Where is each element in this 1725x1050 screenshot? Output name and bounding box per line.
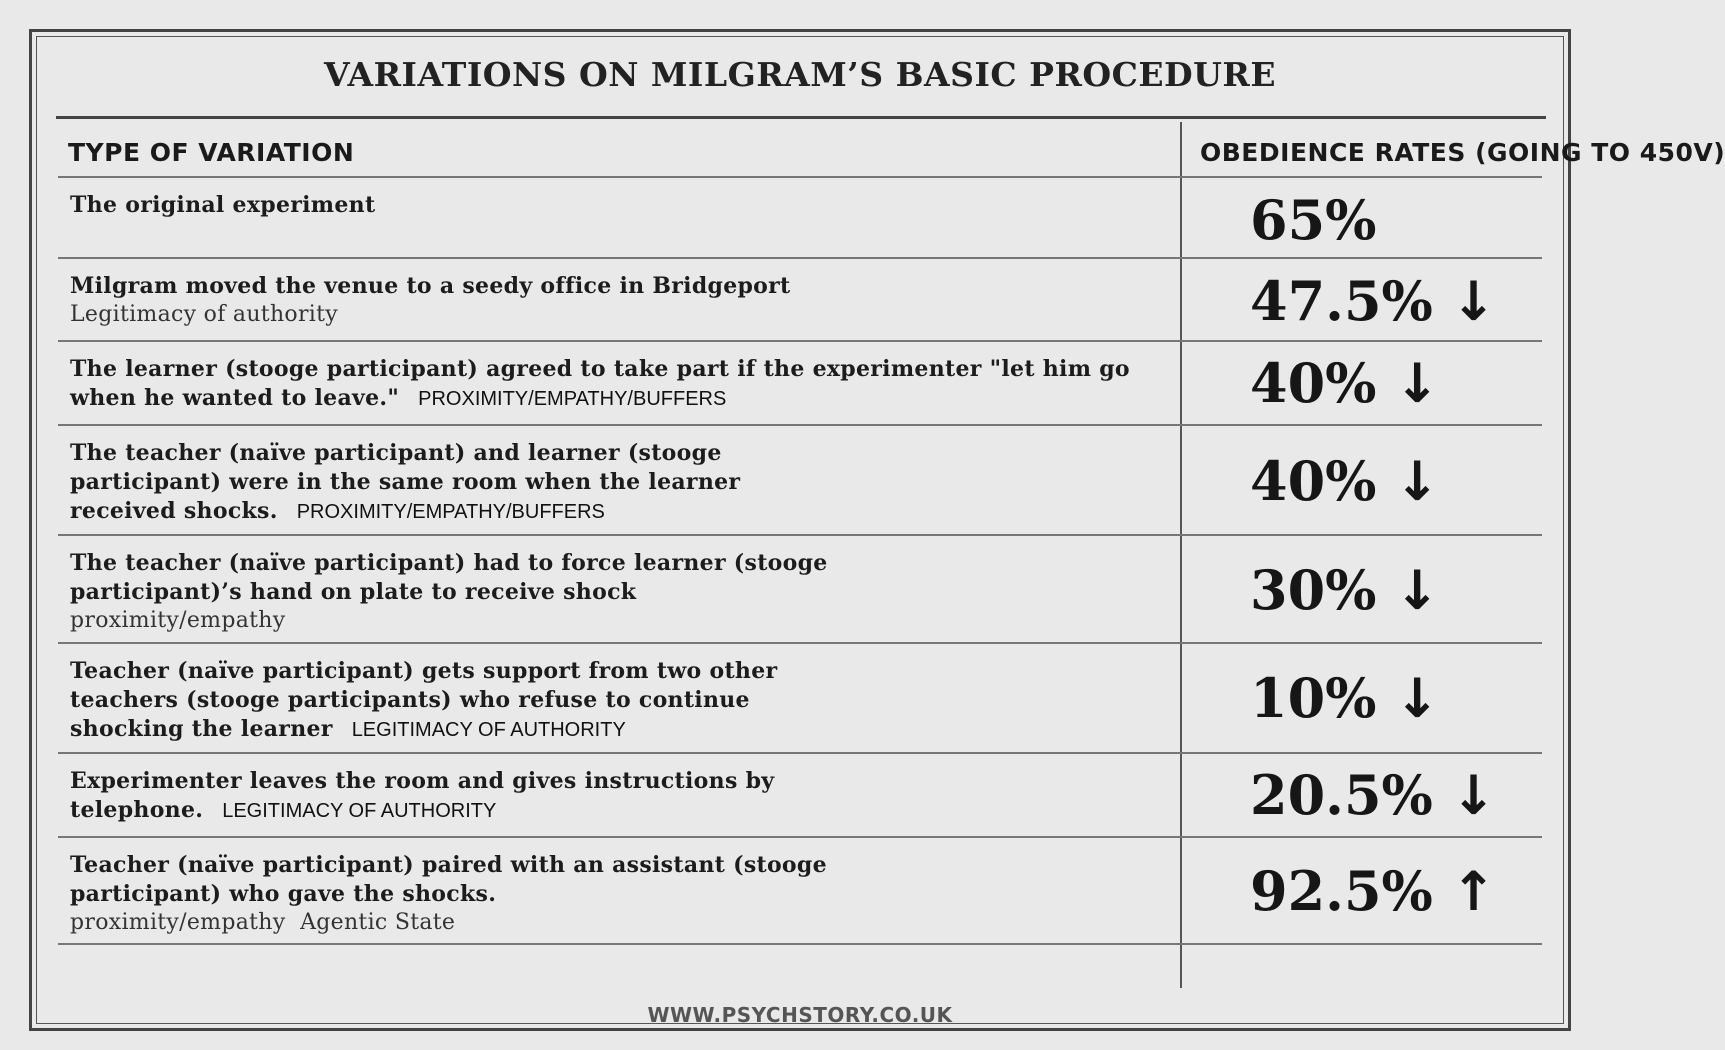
variation-description: The teacher (naïve participant) and learner (stooge participant) were in the same room when the learner received shocks.	[70, 440, 741, 524]
row-rule	[58, 642, 1542, 644]
variation-description: The teacher (naïve participant) had to force learner (stooge participant)’s hand on plate to receive shock	[70, 550, 828, 605]
table-row	[70, 767, 860, 825]
variation-category: LEGITIMACY OF AUTHORITY	[351, 719, 626, 741]
variation-category: proximity/empathy Agentic State	[70, 910, 456, 935]
variation-description: Milgram moved the venue to a seedy office in Bridgeport	[70, 273, 791, 299]
table-row	[70, 549, 830, 635]
variation-description: The learner (stooge participant) agreed to take part if the experimenter "let him go when he wanted to leave."	[70, 356, 1130, 411]
title-rule	[56, 116, 1546, 119]
table-row	[70, 657, 860, 744]
obedience-rate	[1250, 668, 1440, 729]
variation-category: proximity/empathy	[70, 608, 286, 633]
rate-value: 47.5%	[1250, 269, 1433, 333]
row-rule	[58, 257, 1542, 259]
row-rule	[58, 943, 1542, 945]
table-row	[70, 272, 970, 329]
rate-value: 30%	[1250, 558, 1377, 622]
row-rule	[58, 836, 1542, 838]
obedience-rate	[1250, 451, 1440, 512]
header-obedience-rates: OBEDIENCE RATES (GOING TO 450V)	[1200, 138, 1725, 167]
row-rule	[58, 752, 1542, 754]
obedience-rate	[1250, 765, 1496, 826]
obedience-rate	[1250, 353, 1440, 414]
rate-value: 40%	[1250, 449, 1377, 513]
variation-description: Teacher (naïve participant) paired with an assistant (stooge participant) who gave the shocks.	[70, 852, 827, 907]
row-rule	[58, 424, 1542, 426]
table-row	[70, 191, 970, 220]
row-rule	[58, 176, 1542, 178]
table-row	[70, 355, 1160, 413]
rate-value: 20.5%	[1250, 763, 1433, 827]
header-type-of-variation: TYPE OF VARIATION	[68, 138, 355, 167]
variation-category: PROXIMITY/EMPATHY/BUFFERS	[296, 501, 605, 523]
arrow-down-icon: ↓	[1450, 270, 1497, 333]
arrow-down-icon: ↓	[1394, 450, 1440, 513]
arrow-down-icon: ↓	[1394, 667, 1440, 730]
row-rule	[58, 534, 1542, 536]
table-row	[70, 851, 830, 937]
row-rule	[58, 340, 1542, 342]
table-row	[70, 439, 830, 526]
obedience-rate	[1250, 190, 1376, 250]
arrow-down-icon: ↓	[1394, 352, 1440, 415]
footer-website: WWW.PSYCHSTORY.CO.UK	[647, 1003, 953, 1027]
variation-category: Legitimacy of authority	[70, 302, 338, 327]
variation-description: Experimenter leaves the room and gives instructions by telephone.	[70, 768, 775, 823]
variation-category: PROXIMITY/EMPATHY/BUFFERS	[418, 388, 727, 410]
page-title: VARIATIONS ON MILGRAM’S BASIC PROCEDURE	[323, 55, 1277, 94]
arrow-down-icon: ↓	[1394, 559, 1440, 622]
obedience-rate	[1250, 861, 1496, 922]
rate-value: 92.5%	[1250, 859, 1433, 923]
variation-description: The original experiment	[70, 192, 376, 218]
obedience-rate	[1250, 560, 1440, 621]
variation-category: LEGITIMACY OF AUTHORITY	[222, 800, 497, 822]
arrow-down-icon: ↓	[1450, 764, 1497, 827]
rate-value: 10%	[1250, 666, 1377, 730]
obedience-rate	[1250, 271, 1496, 332]
rate-value: 65%	[1250, 188, 1377, 252]
arrow-up-icon: ↑	[1450, 860, 1497, 923]
variation-description: Teacher (naïve participant) gets support from two other teachers (stooge participants) who refuse to continue shocking the learner	[70, 658, 778, 742]
rate-value: 40%	[1250, 351, 1377, 415]
column-divider	[1180, 122, 1182, 988]
